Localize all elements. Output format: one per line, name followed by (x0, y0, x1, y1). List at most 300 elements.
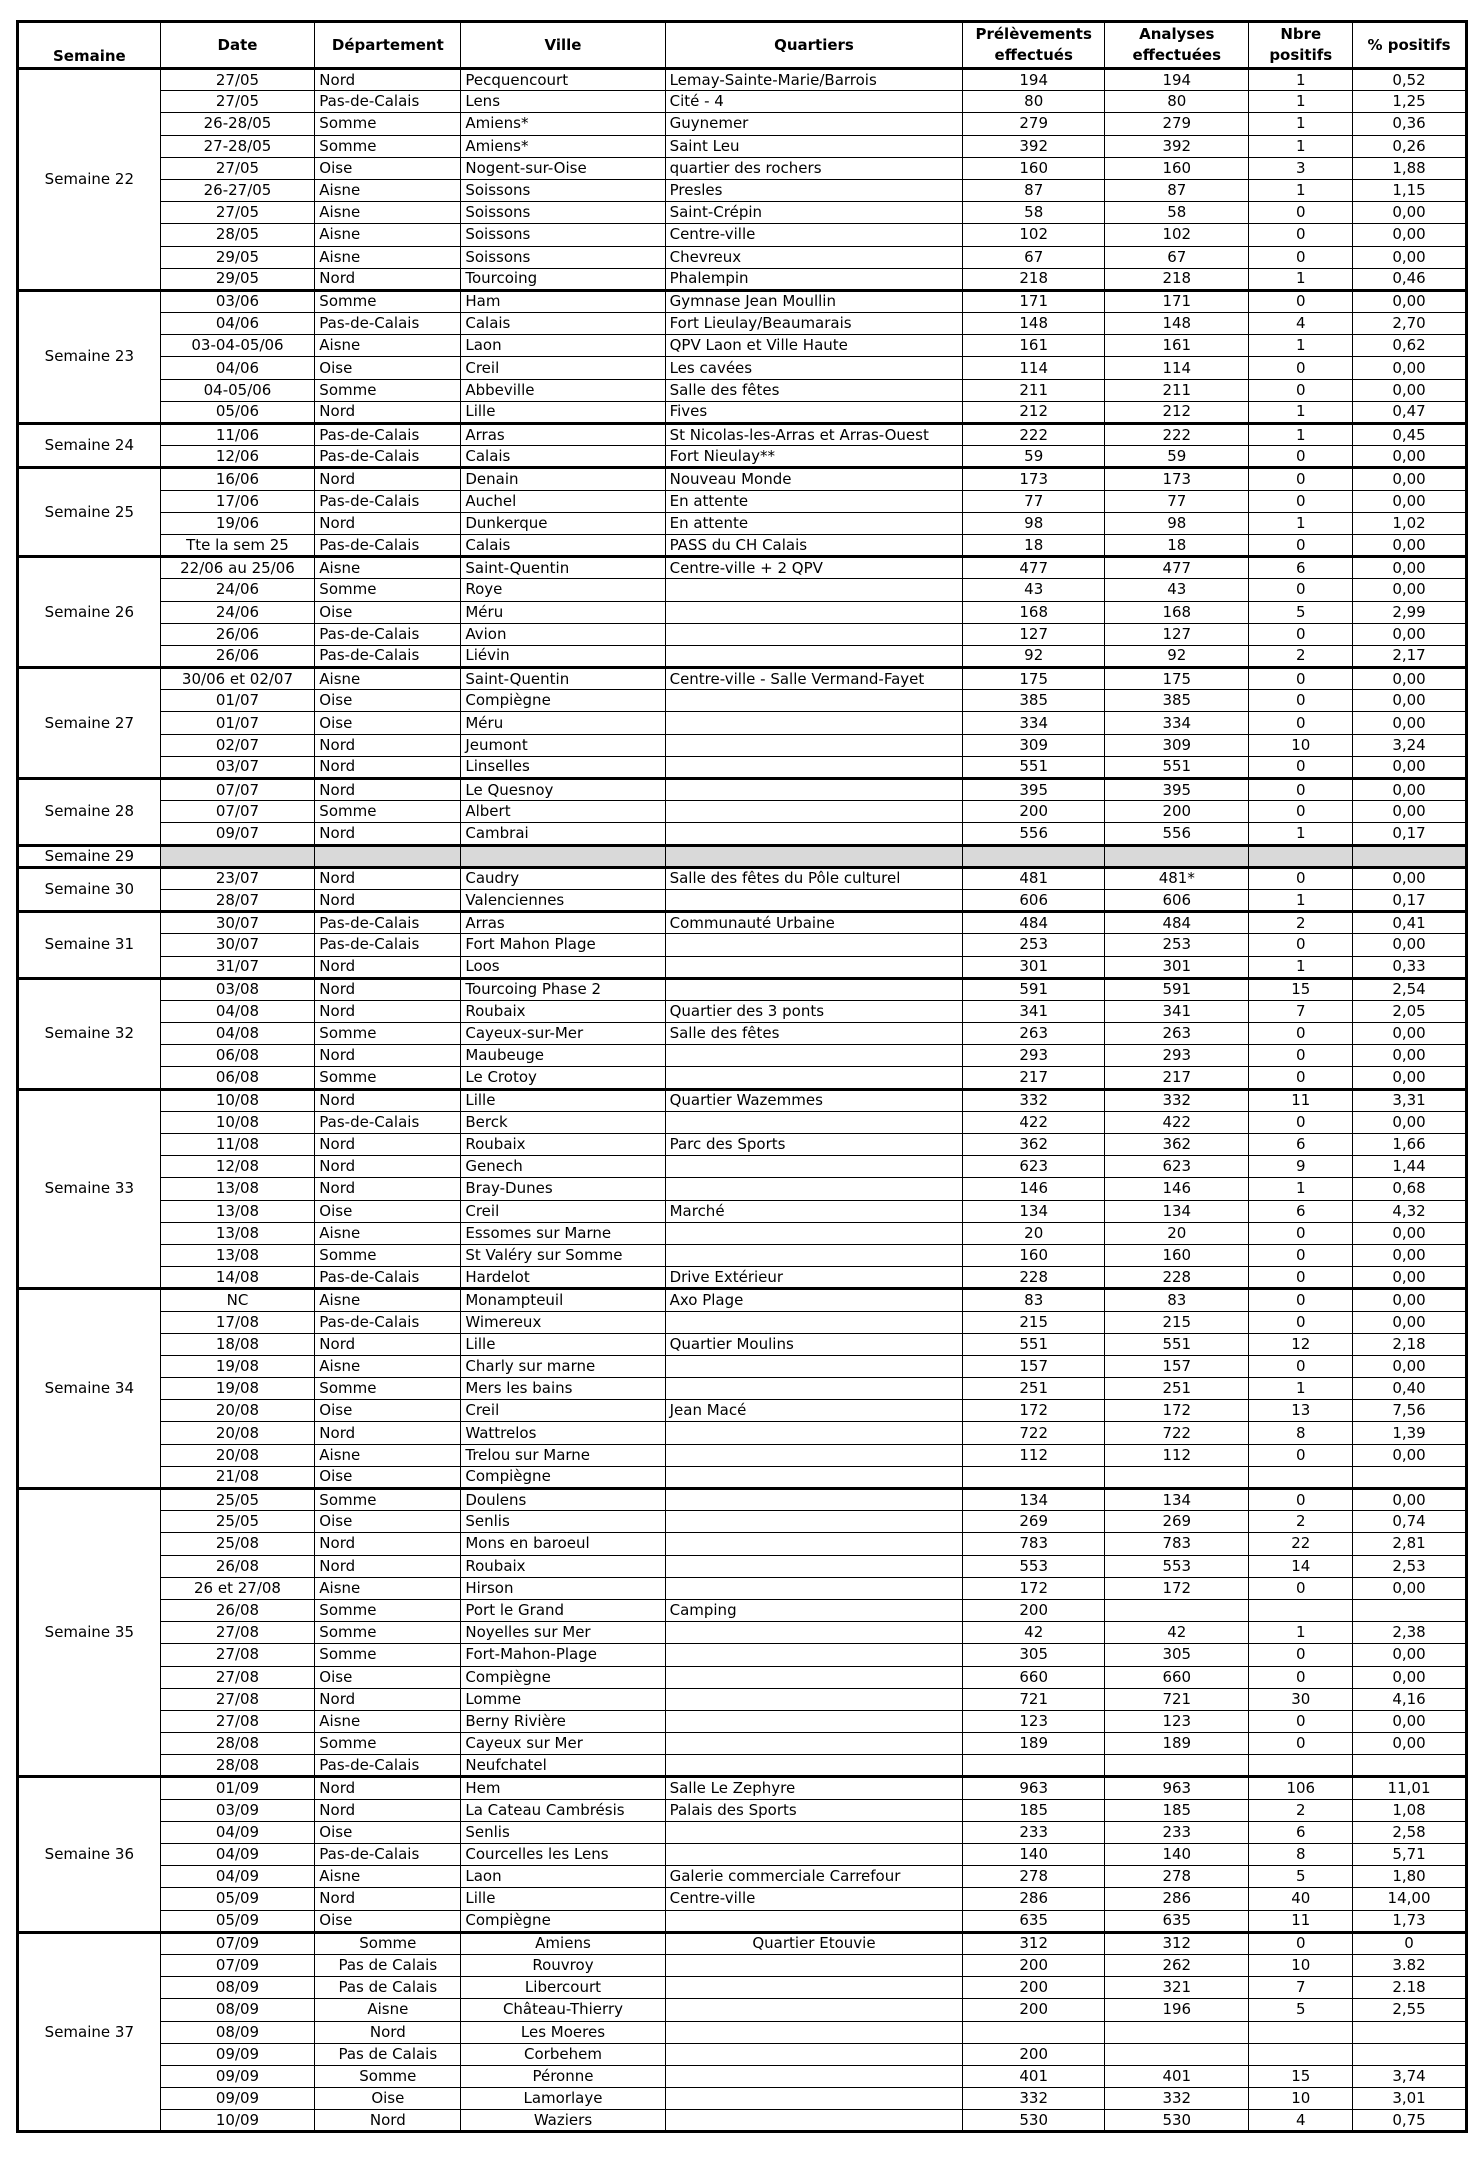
cell-prelevements: 172 (963, 1577, 1105, 1599)
cell-date: 30/07 (160, 934, 315, 956)
cell-pct-positifs: 0,33 (1353, 956, 1467, 978)
cell-quartier: Salle des fêtes (665, 379, 963, 401)
cell-departement: Somme (315, 135, 461, 157)
cell-quartier: Fort Nieulay** (665, 446, 963, 468)
table-row (18, 1289, 1467, 1311)
cell-prelevements: 422 (963, 1111, 1105, 1133)
table-row (18, 1999, 1467, 2021)
cell-date: 07/07 (160, 801, 315, 823)
header-quartiers: Quartiers (665, 22, 963, 69)
cell-prelevements: 18 (963, 534, 1105, 556)
cell-pct-positifs: 0,00 (1353, 690, 1467, 712)
cell-analyses: 168 (1105, 601, 1249, 623)
cell-prelevements: 362 (963, 1134, 1105, 1156)
cell-pct-positifs: 2.18 (1353, 1977, 1467, 1999)
cell-quartier (665, 623, 963, 645)
cell-prelevements: 77 (963, 490, 1105, 512)
table-row (18, 157, 1467, 179)
cell-prelevements: 395 (963, 779, 1105, 801)
cell-positifs: 0 (1249, 867, 1353, 889)
cell-quartier (665, 1378, 963, 1400)
cell-pct-positifs (1353, 845, 1467, 867)
cell-ville: Lille (461, 1888, 665, 1910)
cell-pct-positifs: 1,02 (1353, 512, 1467, 534)
table-row (18, 1267, 1467, 1289)
cell-quartier (665, 1444, 963, 1466)
cell-prelevements: 305 (963, 1644, 1105, 1666)
cell-pct-positifs: 0,00 (1353, 934, 1467, 956)
week-label: Semaine 22 (18, 69, 161, 291)
cell-analyses: 332 (1105, 1089, 1249, 1111)
cell-analyses: 228 (1105, 1267, 1249, 1289)
cell-quartier: Communauté Urbaine (665, 912, 963, 934)
cell-pct-positifs: 0,00 (1353, 379, 1467, 401)
cell-departement: Somme (315, 2065, 461, 2087)
cell-quartier (665, 2110, 963, 2132)
cell-analyses: 146 (1105, 1178, 1249, 1200)
cell-positifs: 10 (1249, 2088, 1353, 2110)
cell-date: 28/08 (160, 1755, 315, 1777)
cell-positifs: 13 (1249, 1400, 1353, 1422)
cell-analyses: 660 (1105, 1666, 1249, 1688)
cell-ville: Denain (461, 468, 665, 490)
cell-analyses: 556 (1105, 823, 1249, 845)
cell-pct-positifs: 2,53 (1353, 1555, 1467, 1577)
cell-departement: Aisne (315, 1444, 461, 1466)
cell-analyses: 196 (1105, 1999, 1249, 2021)
cell-prelevements: 200 (963, 1599, 1105, 1621)
cell-prelevements: 332 (963, 2088, 1105, 2110)
cell-positifs: 0 (1249, 1444, 1353, 1466)
cell-prelevements: 217 (963, 1067, 1105, 1089)
cell-date: 05/06 (160, 401, 315, 423)
cell-analyses: 92 (1105, 645, 1249, 667)
table-row (18, 1333, 1467, 1355)
cell-analyses: 553 (1105, 1555, 1249, 1577)
cell-date: 04/09 (160, 1821, 315, 1843)
cell-ville: Mers les bains (461, 1378, 665, 1400)
cell-ville: Compiègne (461, 1466, 665, 1488)
table-row (18, 978, 1467, 1000)
cell-analyses: 395 (1105, 779, 1249, 801)
cell-analyses: 87 (1105, 179, 1249, 201)
cell-departement: Nord (315, 823, 461, 845)
cell-ville: Mons en baroeul (461, 1533, 665, 1555)
table-row (18, 224, 1467, 246)
cell-analyses: 606 (1105, 889, 1249, 911)
cell-prelevements: 635 (963, 1910, 1105, 1932)
table-row (18, 712, 1467, 734)
cell-prelevements: 58 (963, 202, 1105, 224)
header-prelevements: Prélèvements effectués (963, 22, 1105, 69)
cell-prelevements: 157 (963, 1355, 1105, 1377)
cell-departement: Nord (315, 512, 461, 534)
cell-pct-positifs: 7,56 (1353, 1400, 1467, 1422)
cell-prelevements: 200 (963, 1977, 1105, 1999)
cell-pct-positifs: 0,00 (1353, 446, 1467, 468)
cell-pct-positifs: 2,99 (1353, 601, 1467, 623)
cell-positifs (1249, 845, 1353, 867)
cell-date: 11/06 (160, 424, 315, 446)
cell-positifs: 0 (1249, 1311, 1353, 1333)
cell-analyses (1105, 1755, 1249, 1777)
cell-pct-positifs: 5,71 (1353, 1844, 1467, 1866)
cell-positifs: 0 (1249, 779, 1353, 801)
cell-ville: Cayeux sur Mer (461, 1733, 665, 1755)
table-row (18, 867, 1467, 889)
cell-ville: Trelou sur Marne (461, 1444, 665, 1466)
cell-positifs: 0 (1249, 1666, 1353, 1688)
cell-analyses: 194 (1105, 69, 1249, 91)
cell-ville: Neufchatel (461, 1755, 665, 1777)
table-row (18, 135, 1467, 157)
cell-quartier (665, 1222, 963, 1244)
table-row (18, 1134, 1467, 1156)
cell-pct-positifs: 3,01 (1353, 2088, 1467, 2110)
cell-quartier (665, 1910, 963, 1932)
cell-prelevements: 194 (963, 69, 1105, 91)
cell-prelevements: 293 (963, 1045, 1105, 1067)
cell-ville: Fort Mahon Plage (461, 934, 665, 956)
cell-analyses: 263 (1105, 1023, 1249, 1045)
cell-quartier (665, 1244, 963, 1266)
cell-pct-positifs: 0,00 (1353, 1222, 1467, 1244)
cell-departement: Nord (315, 956, 461, 978)
cell-prelevements: 83 (963, 1289, 1105, 1311)
cell-prelevements: 127 (963, 623, 1105, 645)
cell-departement: Somme (315, 1489, 461, 1511)
cell-departement: Oise (315, 690, 461, 712)
table-row (18, 179, 1467, 201)
cell-departement: Oise (315, 1200, 461, 1222)
header-semaine: Semaine (18, 22, 161, 69)
cell-departement: Nord (315, 401, 461, 423)
table-row (18, 1422, 1467, 1444)
table-row (18, 290, 1467, 312)
cell-date: 26/06 (160, 623, 315, 645)
cell-prelevements: 591 (963, 978, 1105, 1000)
cell-positifs: 0 (1249, 623, 1353, 645)
cell-date: 27/05 (160, 202, 315, 224)
cell-departement: Nord (315, 1000, 461, 1022)
table-row (18, 557, 1467, 579)
cell-prelevements: 553 (963, 1555, 1105, 1577)
cell-positifs: 1 (1249, 401, 1353, 423)
cell-prelevements: 551 (963, 756, 1105, 778)
week-label: Semaine 30 (18, 867, 161, 911)
cell-ville: Laon (461, 335, 665, 357)
cell-positifs: 9 (1249, 1156, 1353, 1178)
cell-prelevements: 171 (963, 290, 1105, 312)
cell-prelevements: 185 (963, 1799, 1105, 1821)
table-row (18, 512, 1467, 534)
table-row (18, 401, 1467, 423)
cell-departement: Pas-de-Calais (315, 1844, 461, 1866)
cell-positifs: 0 (1249, 1045, 1353, 1067)
cell-date: 04/09 (160, 1844, 315, 1866)
table-row (18, 490, 1467, 512)
cell-ville: Genech (461, 1156, 665, 1178)
cell-pct-positifs: 0,00 (1353, 867, 1467, 889)
cell-quartier: Les cavées (665, 357, 963, 379)
cell-analyses: 222 (1105, 424, 1249, 446)
cell-date: 23/07 (160, 867, 315, 889)
table-row (18, 1466, 1467, 1488)
table-row (18, 845, 1467, 867)
cell-date: 28/08 (160, 1733, 315, 1755)
cell-departement: Pas-de-Calais (315, 1311, 461, 1333)
cell-prelevements: 660 (963, 1666, 1105, 1688)
table-row (18, 69, 1467, 91)
cell-positifs: 0 (1249, 1644, 1353, 1666)
cell-prelevements: 401 (963, 2065, 1105, 2087)
cell-pct-positifs: 0,00 (1353, 557, 1467, 579)
cell-departement: Nord (315, 1777, 461, 1799)
cell-departement: Pas-de-Calais (315, 91, 461, 113)
cell-positifs: 0 (1249, 468, 1353, 490)
table-row (18, 1023, 1467, 1045)
table-header (18, 22, 1467, 69)
cell-positifs: 1 (1249, 69, 1353, 91)
cell-positifs: 5 (1249, 1999, 1353, 2021)
cell-pct-positifs: 0,00 (1353, 756, 1467, 778)
week-label: Semaine 25 (18, 468, 161, 557)
cell-date: 01/07 (160, 712, 315, 734)
cell-pct-positifs (1353, 1755, 1467, 1777)
table-row (18, 534, 1467, 556)
cell-quartier (665, 1178, 963, 1200)
cell-quartier (665, 1422, 963, 1444)
cell-prelevements: 385 (963, 690, 1105, 712)
table-row (18, 2088, 1467, 2110)
cell-departement: Somme (315, 113, 461, 135)
cell-departement: Nord (315, 779, 461, 801)
week-label: Semaine 27 (18, 668, 161, 779)
cell-pct-positifs: 2,38 (1353, 1622, 1467, 1644)
cell-positifs: 1 (1249, 113, 1353, 135)
cell-analyses: 401 (1105, 2065, 1249, 2087)
cell-quartier (665, 690, 963, 712)
cell-positifs: 2 (1249, 645, 1353, 667)
cell-quartier (665, 1355, 963, 1377)
cell-positifs: 0 (1249, 1932, 1353, 1954)
cell-date: 19/08 (160, 1378, 315, 1400)
cell-positifs: 0 (1249, 1289, 1353, 1311)
table-row (18, 1222, 1467, 1244)
cell-date: 10/08 (160, 1089, 315, 1111)
cell-ville: Lens (461, 91, 665, 113)
cell-departement: Oise (315, 1910, 461, 1932)
cell-positifs: 0 (1249, 224, 1353, 246)
cell-analyses: 279 (1105, 113, 1249, 135)
cell-prelevements: 20 (963, 1222, 1105, 1244)
cell-ville: Les Moeres (461, 2021, 665, 2043)
table-row (18, 801, 1467, 823)
cell-ville: Noyelles sur Mer (461, 1622, 665, 1644)
cell-ville: Libercourt (461, 1977, 665, 1999)
cell-analyses: 286 (1105, 1888, 1249, 1910)
table-row (18, 1178, 1467, 1200)
cell-quartier (665, 1466, 963, 1488)
cell-pct-positifs: 4,16 (1353, 1688, 1467, 1710)
table-row (18, 601, 1467, 623)
cell-departement: Somme (315, 1932, 461, 1954)
cell-date: 28/07 (160, 889, 315, 911)
cell-date: 05/09 (160, 1910, 315, 1932)
table-row (18, 424, 1467, 446)
cell-positifs: 0 (1249, 1267, 1353, 1289)
cell-positifs: 1 (1249, 1378, 1353, 1400)
cell-quartier: Gymnase Jean Moullin (665, 290, 963, 312)
cell-quartier (665, 756, 963, 778)
cell-quartier (665, 1977, 963, 1999)
table-row (18, 734, 1467, 756)
cell-departement: Oise (315, 1666, 461, 1688)
cell-pct-positifs: 0,00 (1353, 534, 1467, 556)
cell-positifs: 2 (1249, 1511, 1353, 1533)
cell-ville: Soissons (461, 179, 665, 201)
cell-departement: Somme (315, 1067, 461, 1089)
cell-prelevements: 392 (963, 135, 1105, 157)
cell-prelevements: 200 (963, 2043, 1105, 2065)
table-row (18, 357, 1467, 379)
cell-departement: Pas de Calais (315, 1977, 461, 1999)
cell-quartier (665, 1111, 963, 1133)
cell-date: 09/09 (160, 2088, 315, 2110)
cell-prelevements: 218 (963, 268, 1105, 290)
cell-departement: Pas-de-Calais (315, 424, 461, 446)
cell-pct-positifs: 14,00 (1353, 1888, 1467, 1910)
cell-date: 04/09 (160, 1866, 315, 1888)
cell-pct-positifs: 0,00 (1353, 1644, 1467, 1666)
cell-prelevements (963, 845, 1105, 867)
cell-departement: Pas-de-Calais (315, 1111, 461, 1133)
cell-positifs: 0 (1249, 1489, 1353, 1511)
cell-prelevements: 140 (963, 1844, 1105, 1866)
cell-positifs: 22 (1249, 1533, 1353, 1555)
cell-quartier: Quartier Wazemmes (665, 1089, 963, 1111)
cell-analyses: 481* (1105, 867, 1249, 889)
cell-date: 24/06 (160, 579, 315, 601)
cell-pct-positifs: 0,00 (1353, 490, 1467, 512)
cell-prelevements: 92 (963, 645, 1105, 667)
cell-ville: Jeumont (461, 734, 665, 756)
cell-analyses: 385 (1105, 690, 1249, 712)
cell-date: 25/05 (160, 1511, 315, 1533)
table-row (18, 1954, 1467, 1976)
cell-ville: Hem (461, 1777, 665, 1799)
cell-pct-positifs: 4,32 (1353, 1200, 1467, 1222)
cell-ville: Wimereux (461, 1311, 665, 1333)
cell-positifs: 10 (1249, 1954, 1353, 1976)
table-row (18, 1067, 1467, 1089)
cell-departement: Aisne (315, 1710, 461, 1732)
cell-analyses: 171 (1105, 290, 1249, 312)
cell-ville: Château-Thierry (461, 1999, 665, 2021)
table-row (18, 912, 1467, 934)
cell-prelevements: 98 (963, 512, 1105, 534)
cell-analyses: 312 (1105, 1932, 1249, 1954)
cell-quartier (665, 1311, 963, 1333)
cell-prelevements: 263 (963, 1023, 1105, 1045)
cell-pct-positifs: 0,00 (1353, 579, 1467, 601)
cell-quartier: Saint Leu (665, 135, 963, 157)
cell-quartier: Quartier Etouvie (665, 1932, 963, 1954)
cell-prelevements: 172 (963, 1400, 1105, 1422)
cell-date: 04-05/06 (160, 379, 315, 401)
cell-analyses: 59 (1105, 446, 1249, 468)
table-row (18, 1200, 1467, 1222)
cell-analyses: 722 (1105, 1422, 1249, 1444)
cell-quartier: En attente (665, 512, 963, 534)
cell-date: 21/08 (160, 1466, 315, 1488)
cell-departement: Nord (315, 1422, 461, 1444)
cell-prelevements: 134 (963, 1489, 1105, 1511)
cell-pct-positifs: 0,17 (1353, 823, 1467, 845)
cell-departement: Nord (315, 468, 461, 490)
cell-ville: La Cateau Cambrésis (461, 1799, 665, 1821)
cell-pct-positifs: 0,00 (1353, 1111, 1467, 1133)
cell-analyses: 172 (1105, 1577, 1249, 1599)
cell-departement: Somme (315, 1622, 461, 1644)
cell-positifs: 1 (1249, 1622, 1353, 1644)
cell-departement: Pas-de-Calais (315, 313, 461, 335)
cell-date: 18/08 (160, 1333, 315, 1355)
cell-pct-positifs: 2,81 (1353, 1533, 1467, 1555)
cell-positifs: 1 (1249, 91, 1353, 113)
cell-analyses: 173 (1105, 468, 1249, 490)
cell-ville (461, 845, 665, 867)
cell-ville: St Valéry sur Somme (461, 1244, 665, 1266)
cell-ville: Avion (461, 623, 665, 645)
cell-date: 20/08 (160, 1400, 315, 1422)
cell-ville: Charly sur marne (461, 1355, 665, 1377)
cell-positifs: 0 (1249, 690, 1353, 712)
cell-quartier (665, 1710, 963, 1732)
cell-analyses: 43 (1105, 579, 1249, 601)
cell-positifs: 0 (1249, 668, 1353, 690)
table-row (18, 1821, 1467, 1843)
cell-prelevements: 80 (963, 91, 1105, 113)
cell-ville: Lille (461, 1333, 665, 1355)
cell-quartier (665, 1555, 963, 1577)
cell-analyses: 783 (1105, 1533, 1249, 1555)
cell-prelevements: 286 (963, 1888, 1105, 1910)
cell-positifs: 11 (1249, 1089, 1353, 1111)
cell-prelevements: 189 (963, 1733, 1105, 1755)
cell-positifs: 2 (1249, 912, 1353, 934)
cell-analyses: 140 (1105, 1844, 1249, 1866)
cell-analyses: 42 (1105, 1622, 1249, 1644)
table-row (18, 1888, 1467, 1910)
cell-ville: Maubeuge (461, 1045, 665, 1067)
table-row (18, 1932, 1467, 1954)
cell-quartier: Centre-ville (665, 224, 963, 246)
cell-ville: Loos (461, 956, 665, 978)
cell-prelevements: 160 (963, 157, 1105, 179)
cell-prelevements: 168 (963, 601, 1105, 623)
cell-quartier (665, 1577, 963, 1599)
table-row (18, 1111, 1467, 1133)
cell-prelevements: 341 (963, 1000, 1105, 1022)
cell-pct-positifs: 0,00 (1353, 1444, 1467, 1466)
cell-prelevements: 59 (963, 446, 1105, 468)
cell-date: 12/08 (160, 1156, 315, 1178)
cell-prelevements: 87 (963, 179, 1105, 201)
cell-departement: Pas-de-Calais (315, 623, 461, 645)
cell-departement: Somme (315, 290, 461, 312)
cell-date: 10/08 (160, 1111, 315, 1133)
